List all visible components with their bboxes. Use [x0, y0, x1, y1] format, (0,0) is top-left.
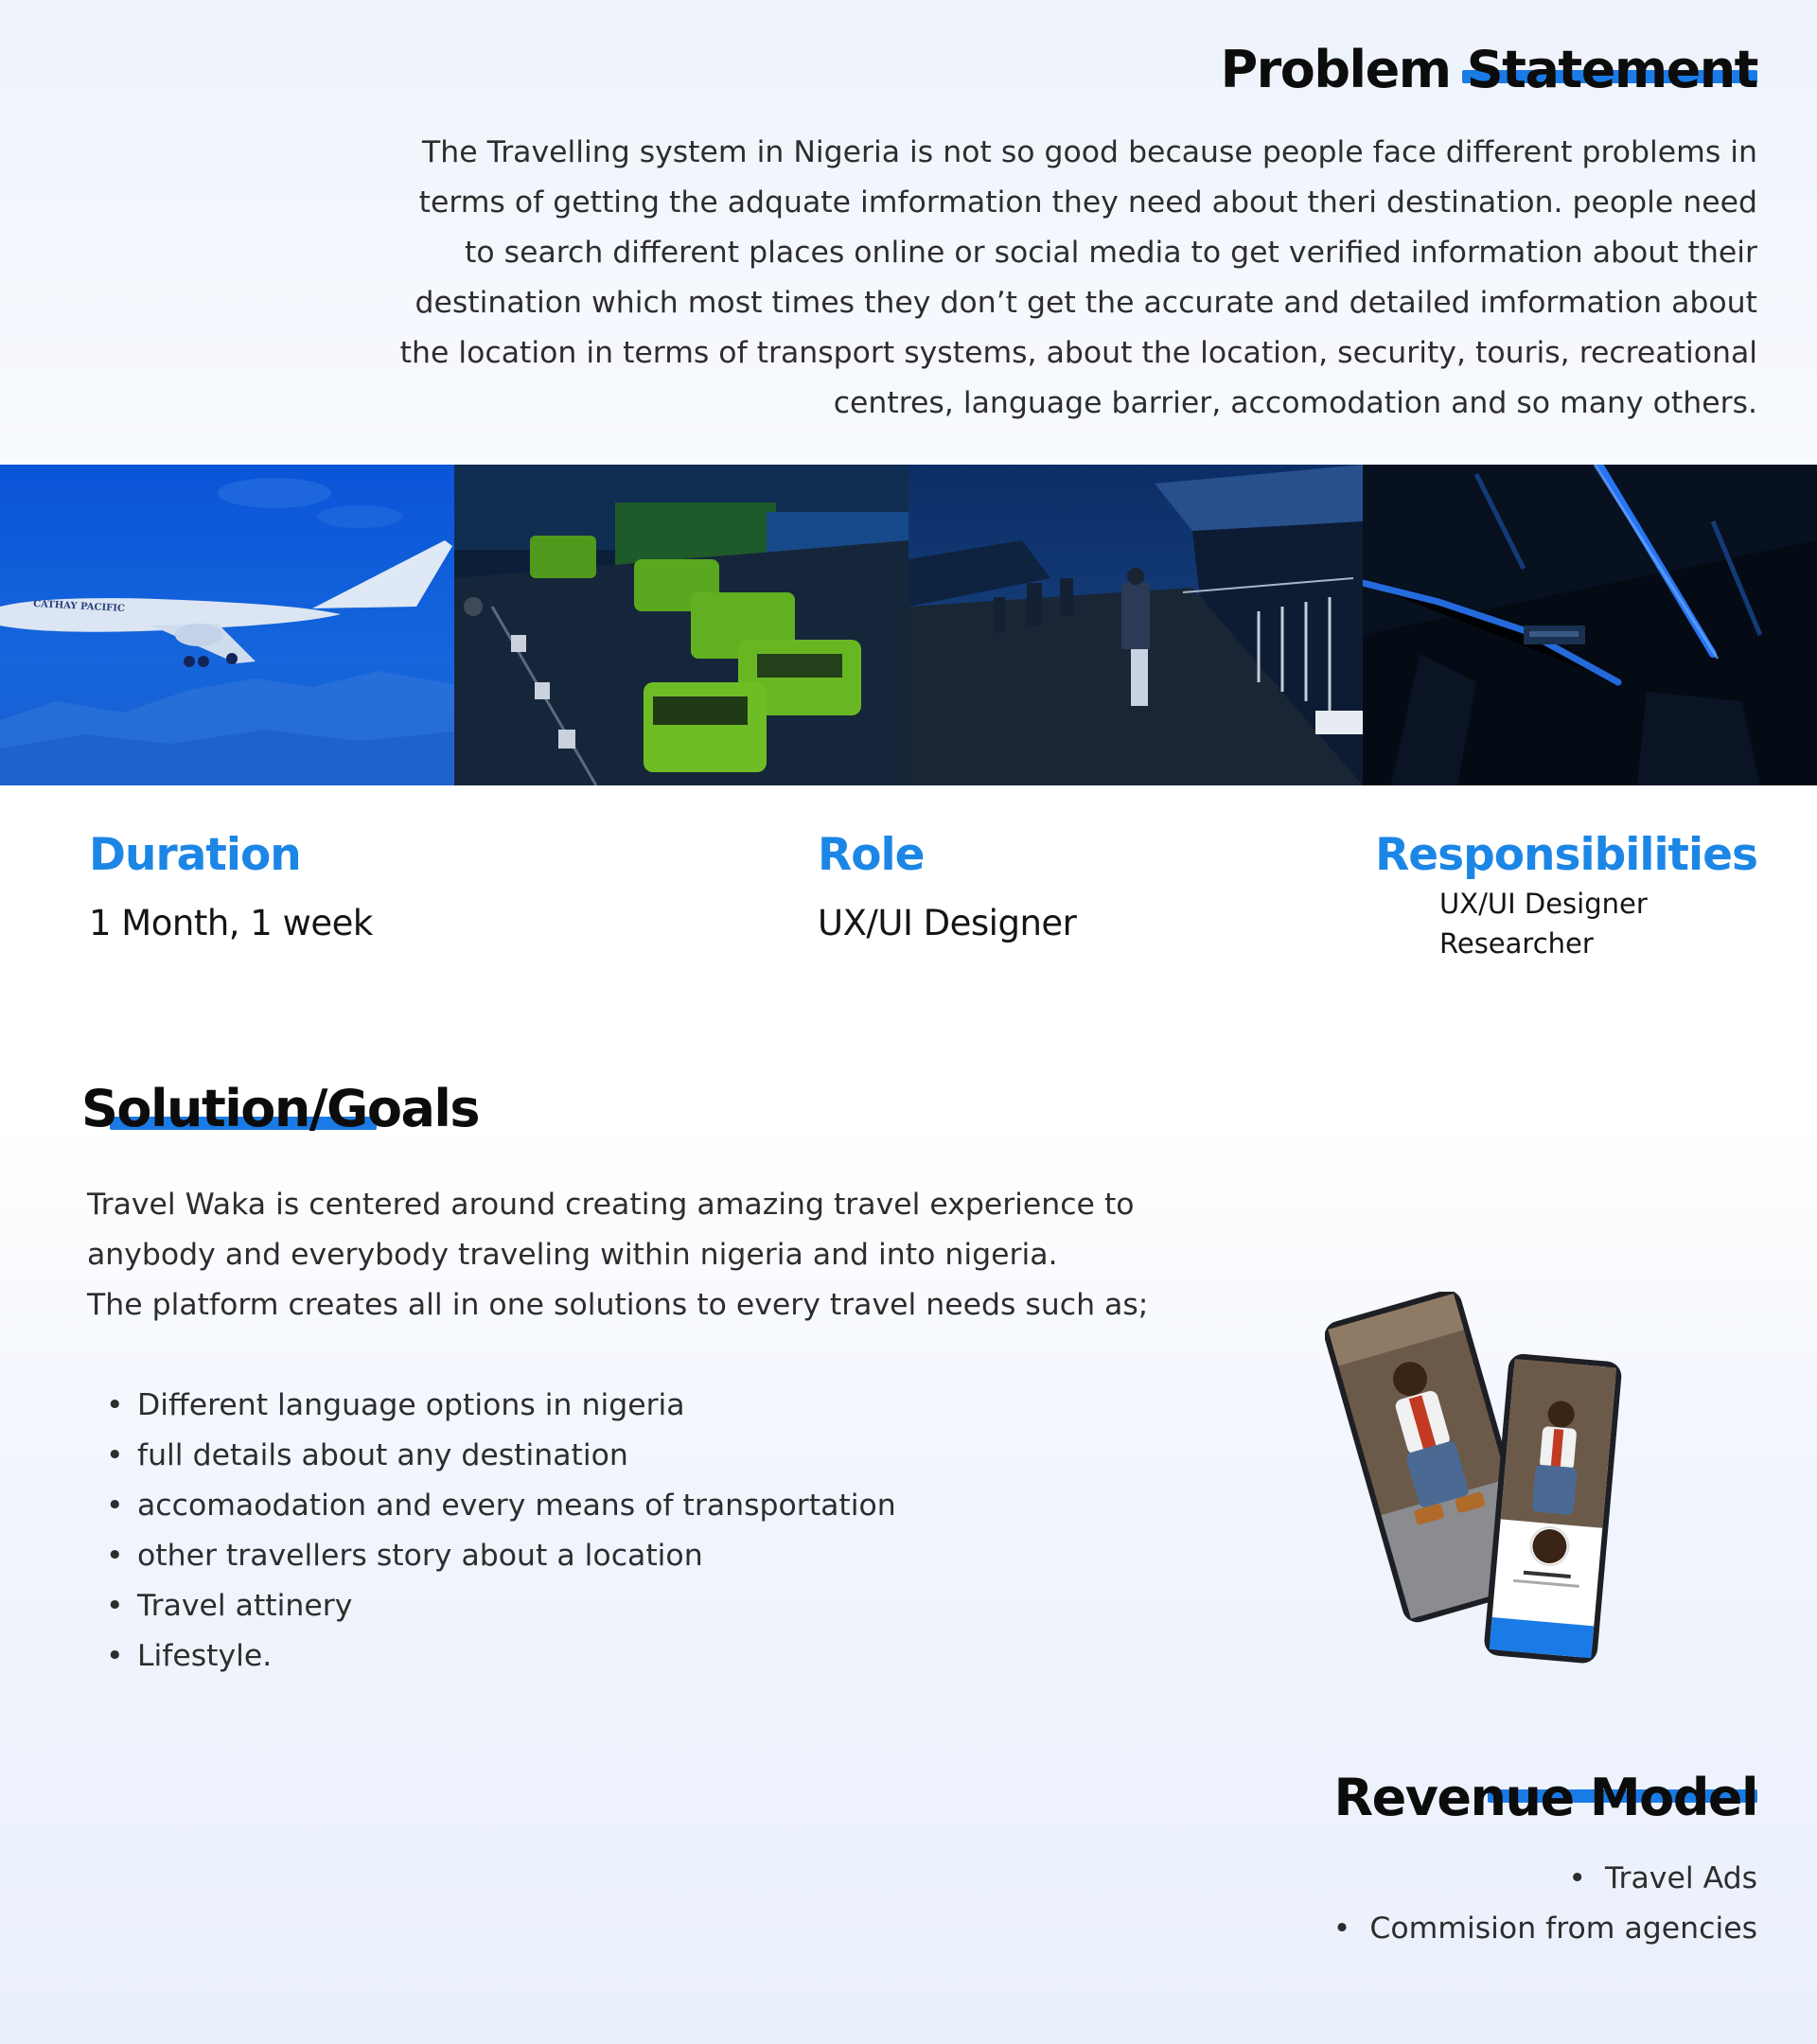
- bus-interior-photo: [1363, 465, 1817, 785]
- problem-statement-text: The Travelling system in Nigeria is not so good because people face different problems in terms of getting the adquate imformation they need about theri destination. people need to search different places online or social media to get verified information about their destination which most times they don’t get the accurate and detailed imformation about the location in terms of transport systems, about the location, security, touris, recreational centres, language barrier, accomodation and so many others.: [399, 135, 1757, 420]
- solution-intro: [87, 1180, 1251, 1330]
- list-item-text: Commision from agencies: [1369, 1912, 1757, 1946]
- list-item: • Travel attinery: [106, 1581, 896, 1631]
- street-photo: [908, 465, 1363, 785]
- list-item: • Commision from agencies: [1332, 1912, 1757, 1946]
- solution-intro-line: The platform creates all in one solutions to every travel needs such as;: [87, 1288, 1149, 1322]
- problem-heading-wrap: [1221, 40, 1757, 99]
- duration-label: Duration: [89, 829, 301, 881]
- problem-statement-heading: Problem Statement: [1220, 40, 1757, 99]
- duration-value: 1 Month, 1 week: [89, 903, 373, 943]
- solution-intro-line: anybody and everybody traveling within nigeria and into nigeria.: [87, 1238, 1058, 1272]
- responsibilities-list: [1439, 884, 1648, 963]
- solution-list: [106, 1381, 896, 1682]
- buses-photo: [454, 465, 908, 785]
- responsibility-item: UX/UI Designer: [1439, 888, 1648, 920]
- responsibilities-label: Responsibilities: [1375, 829, 1757, 881]
- role-label: Role: [818, 829, 925, 881]
- solution-intro-line: Travel Waka is centered around creating amazing travel experience to: [87, 1188, 1135, 1222]
- list-item: • full details about any destination: [106, 1431, 896, 1481]
- revenue-model-heading: Revenue Model: [1333, 1768, 1757, 1827]
- airplane-livery-text: CATHAY PACIFIC: [32, 599, 126, 615]
- list-item: • Lifestyle.: [106, 1631, 896, 1682]
- solution-goals-heading: Solution/Goals: [81, 1079, 480, 1138]
- revenue-list: [1333, 1854, 1757, 1954]
- image-strip: [0, 465, 1817, 785]
- responsibility-item: Researcher: [1439, 927, 1594, 960]
- list-item-text: Travel Ads: [1604, 1861, 1757, 1895]
- list-item: • accomaodation and every means of transportation: [106, 1481, 896, 1531]
- role-value: UX/UI Designer: [818, 903, 1077, 943]
- list-item: • other travellers story about a location: [106, 1531, 896, 1581]
- airplane-photo: [0, 465, 454, 785]
- list-item: • Travel Ads: [1568, 1861, 1757, 1895]
- phone-mockups: [1325, 1292, 1647, 1689]
- list-item: • Different language options in nigeria: [106, 1381, 896, 1431]
